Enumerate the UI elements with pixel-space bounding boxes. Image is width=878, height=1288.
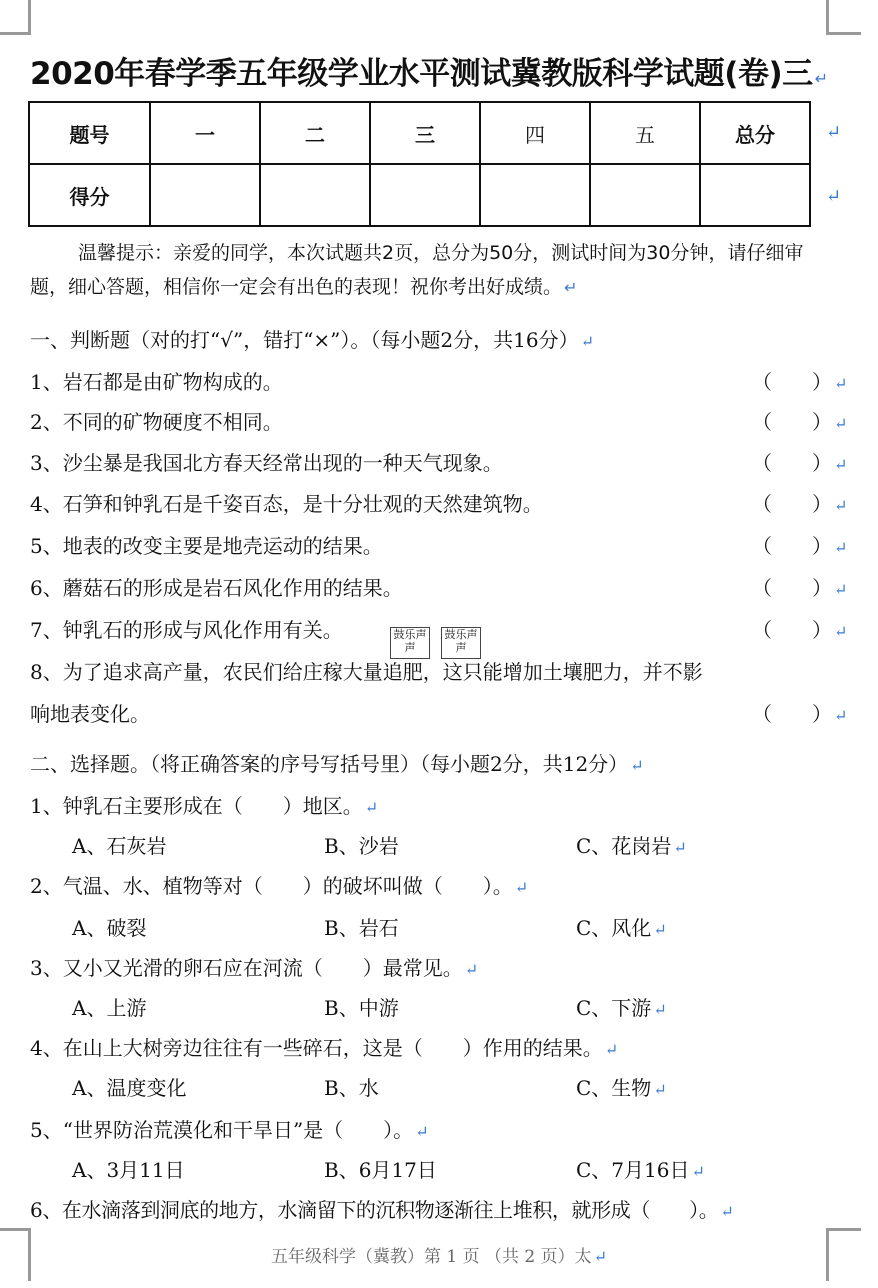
choice-5-option-c[interactable]: C、7月16日 ↵	[576, 1158, 705, 1182]
header-cell-2: 二	[260, 102, 370, 164]
choice-1-option-b[interactable]: B、沙岩	[324, 834, 399, 858]
tip-paragraph: 温馨提示：亲爱的同学，本次试题共2页，总分为50分，测试时间为30分钟，请仔细审题，细心答题，相信你一定会有出色的表现！祝你考出好成绩。 ↵	[30, 242, 804, 298]
choice-2-option-b[interactable]: B、岩石	[324, 916, 399, 940]
score-cell-5[interactable]	[590, 164, 700, 226]
choice-4-option-b[interactable]: B、水	[324, 1076, 379, 1100]
judge-question-5: 5、地表的改变主要是地壳运动的结果。	[30, 534, 383, 558]
crop-mark-top-left	[0, 0, 31, 35]
header-cell-4: 四	[480, 102, 590, 164]
header-cell-total: 总分	[700, 102, 810, 164]
crop-mark-top-right	[826, 0, 861, 35]
judge-answer-5[interactable]: （ ） ↵	[752, 534, 848, 558]
choice-4-option-a[interactable]: A、温度变化	[72, 1076, 187, 1100]
table-row-mark: ↵	[826, 122, 842, 143]
choice-3-option-b[interactable]: B、中游	[324, 996, 399, 1020]
choice-5-option-a[interactable]: A、3月11日	[72, 1158, 185, 1182]
section1-heading: 一、判断题（对的打“√”，错打“×”）。（每小题2分，共16分） ↵	[30, 328, 594, 352]
choice-question-1: 1、钟乳石主要形成在（ ）地区。 ↵	[30, 794, 379, 818]
judge-question-7: 7、钟乳石的形成与风化作用有关。	[30, 618, 343, 642]
choice-question-4: 4、在山上大树旁边往往有一些碎石，这是（ ）作用的结果。 ↵	[30, 1036, 619, 1060]
judge-answer-6[interactable]: （ ） ↵	[752, 576, 848, 600]
judge-question-3: 3、沙尘暴是我国北方春天经常出现的一种天气现象。	[30, 451, 503, 475]
choice-question-5: 5、“世界防治荒漠化和干旱日”是（ ）。 ↵	[30, 1118, 429, 1142]
page-footer: 五年级科学（冀教）第 1 页 （共 2 页）太 ↵	[270, 1247, 608, 1267]
header-cell-3: 三	[370, 102, 480, 164]
judge-answer-8[interactable]: （ ） ↵	[752, 702, 848, 726]
judge-answer-1[interactable]: （ ） ↵	[752, 370, 848, 394]
section2-heading: 二、选择题。（将正确答案的序号写括号里）（每小题2分，共12分） ↵	[30, 752, 644, 776]
choice-question-3: 3、又小又光滑的卵石应在河流（ ）最常见。 ↵	[30, 956, 479, 980]
stamp-watermark: 鼓乐声声	[390, 627, 430, 659]
judge-answer-7[interactable]: （ ） ↵	[752, 618, 848, 642]
judge-answer-2[interactable]: （ ） ↵	[752, 410, 848, 434]
judge-question-2: 2、不同的矿物硬度不相同。	[30, 410, 283, 434]
choice-3-option-a[interactable]: A、上游	[72, 996, 147, 1020]
judge-answer-3[interactable]: （ ） ↵	[752, 451, 848, 475]
choice-question-6: 6、在水滴落到洞底的地方，水滴留下的沉积物逐渐往上堆积，就形成（ ）。 ↵	[30, 1198, 734, 1222]
score-table-score-row	[29, 164, 810, 226]
score-cell-3[interactable]	[370, 164, 480, 226]
choice-3-option-c[interactable]: C、下游 ↵	[576, 996, 667, 1020]
choice-5-option-b[interactable]: B、6月17日	[324, 1158, 437, 1182]
judge-question-1: 1、岩石都是由矿物构成的。	[30, 370, 283, 394]
judge-answer-4[interactable]: （ ） ↵	[752, 492, 848, 516]
score-label-cell: 得分	[29, 164, 150, 226]
judge-question-6: 6、蘑菇石的形成是岩石风化作用的结果。	[30, 576, 403, 600]
choice-question-2: 2、气温、水、植物等对（ ）的破坏叫做（ ）。 ↵	[30, 874, 529, 898]
score-table	[28, 101, 811, 227]
judge-question-4: 4、石笋和钟乳石是千姿百态，是十分壮观的天然建筑物。	[30, 492, 543, 516]
stamp-watermark: 鼓乐声声	[441, 627, 481, 659]
choice-1-option-c[interactable]: C、花岗岩 ↵	[576, 834, 687, 858]
score-cell-2[interactable]	[260, 164, 370, 226]
choice-2-option-c[interactable]: C、风化 ↵	[576, 916, 667, 940]
header-cell-5: 五	[590, 102, 700, 164]
table-row-mark: ↵	[826, 186, 842, 207]
header-cell-1: 一	[150, 102, 260, 164]
score-cell-1[interactable]	[150, 164, 260, 226]
choice-4-option-c[interactable]: C、生物 ↵	[576, 1076, 667, 1100]
choice-2-option-a[interactable]: A、破裂	[72, 916, 147, 940]
judge-question-8: 8、为了追求高产量，农民们给庄稼大量追肥，这只能增加土壤肥力，并不影	[30, 660, 703, 684]
judge-question-8-cont: 响地表变化。	[30, 702, 150, 726]
choice-1-option-a[interactable]: A、石灰岩	[72, 834, 167, 858]
score-table-header-row	[29, 102, 810, 164]
score-cell-4[interactable]	[480, 164, 590, 226]
header-cell-question-no: 题号	[29, 102, 150, 164]
score-cell-total[interactable]	[700, 164, 810, 226]
page-title: 2020年春学季五年级学业水平测试冀教版科学试题(卷)三 ↵	[30, 56, 828, 92]
